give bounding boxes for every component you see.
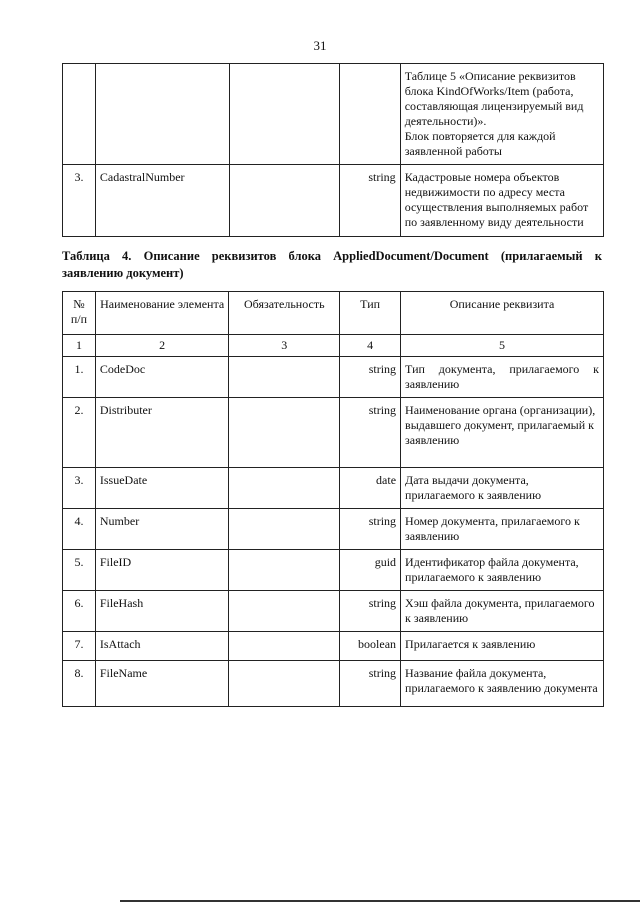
cell-num: 5.	[63, 550, 96, 591]
cell-required	[229, 661, 340, 707]
cell-type: string	[340, 591, 401, 632]
table-row	[63, 661, 604, 707]
index-1: 1	[63, 335, 96, 357]
cell-type: date	[340, 468, 401, 509]
table-row	[63, 357, 604, 398]
cell-required	[229, 468, 340, 509]
table-row	[63, 468, 604, 509]
cell-required	[229, 632, 340, 661]
previous-table-continuation	[62, 63, 604, 237]
cell-type: string	[339, 165, 400, 237]
cell-num: 3.	[63, 468, 96, 509]
cell-num: 3.	[63, 165, 96, 237]
cell-element-name: IssueDate	[95, 468, 229, 509]
table-header-row	[63, 292, 604, 335]
header-name: Наименование элемента	[95, 292, 229, 335]
cell-num: 8.	[63, 661, 96, 707]
cell-required	[229, 357, 340, 398]
cell-description: Дата выдачи документа, прилагаемого к заявлению	[401, 468, 604, 509]
scan-edge-line	[120, 900, 640, 902]
table-row	[63, 591, 604, 632]
cell-element-name: FileHash	[95, 591, 229, 632]
cell-description: Прилагается к заявлению	[401, 632, 604, 661]
caption-line-1: Таблица 4. Описание реквизитов блока AppliedDocument/Document (прилагаемый к	[62, 249, 602, 263]
cell-element-name: FileName	[95, 661, 229, 707]
cell-type: string	[340, 398, 401, 468]
cell-num	[63, 64, 96, 165]
table-row	[63, 64, 604, 165]
cell-description: Идентификатор файла документа, прилагаемого к заявлению	[401, 550, 604, 591]
cell-required	[229, 550, 340, 591]
cell-type: guid	[340, 550, 401, 591]
cell-required	[229, 165, 339, 237]
index-5: 5	[401, 335, 604, 357]
cell-type: string	[340, 357, 401, 398]
cell-required	[229, 591, 340, 632]
table-row	[63, 632, 604, 661]
applied-document-table	[62, 291, 604, 707]
cell-description: Тип документа, прилагаемого к заявлению	[401, 357, 604, 398]
table-row	[63, 165, 604, 237]
cell-element-name: Number	[95, 509, 229, 550]
cell-element-name	[95, 64, 229, 165]
index-2: 2	[95, 335, 229, 357]
header-description: Описание реквизита	[401, 292, 604, 335]
cell-num: 7.	[63, 632, 96, 661]
header-required: Обязательность	[229, 292, 340, 335]
table-row	[63, 509, 604, 550]
cell-type: string	[340, 661, 401, 707]
cell-element-name: IsAttach	[95, 632, 229, 661]
cell-description: Таблице 5 «Описание реквизитов блока KindOfWorks/Item (работа, составляющая лицензируемый вид деятельности)». Блок повторяется для каждой заявленной работы	[400, 64, 603, 165]
column-index-row	[63, 335, 604, 357]
cell-num: 2.	[63, 398, 96, 468]
cell-num: 4.	[63, 509, 96, 550]
table-row	[63, 398, 604, 468]
caption-line-2: заявлению документ)	[62, 266, 184, 280]
page-number: 31	[313, 38, 327, 53]
header-num: № п/п	[63, 292, 96, 335]
cell-num: 6.	[63, 591, 96, 632]
cell-description: Кадастровые номера объектов недвижимости по адресу места осуществления выполняемых работ по заявленному виду деятельности	[400, 165, 603, 237]
cell-description: Наименование органа (организации), выдавшего документ, прилагаемый к заявлению	[401, 398, 604, 468]
cell-type: string	[340, 509, 401, 550]
cell-required	[229, 398, 340, 468]
cell-element-name: CodeDoc	[95, 357, 229, 398]
cell-description: Название файла документа, прилагаемого к заявлению документа	[401, 661, 604, 707]
cell-num: 1.	[63, 357, 96, 398]
cell-description: Номер документа, прилагаемого к заявлению	[401, 509, 604, 550]
cell-type	[339, 64, 400, 165]
cell-element-name: Distributer	[95, 398, 229, 468]
cell-type: boolean	[340, 632, 401, 661]
cell-required	[229, 509, 340, 550]
index-3: 3	[229, 335, 340, 357]
cell-element-name: FileID	[95, 550, 229, 591]
table-caption	[62, 248, 602, 282]
header-type: Тип	[340, 292, 401, 335]
cell-element-name: CadastralNumber	[95, 165, 229, 237]
index-4: 4	[340, 335, 401, 357]
table-row	[63, 550, 604, 591]
cell-required	[229, 64, 339, 165]
cell-description: Хэш файла документа, прилагаемого к заявлению	[401, 591, 604, 632]
